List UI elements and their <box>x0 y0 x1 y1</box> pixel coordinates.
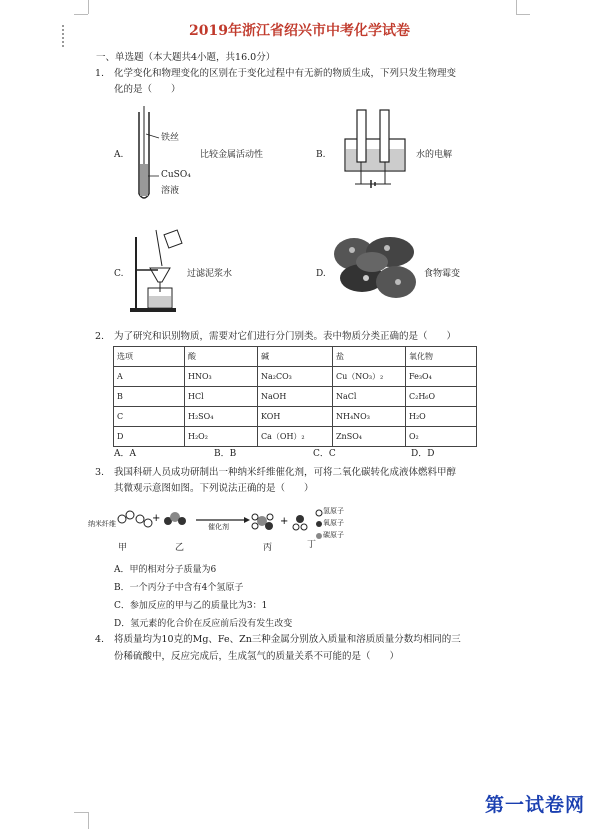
cuso4-label: CuSO₄ <box>161 170 191 180</box>
corner-mark <box>516 14 530 16</box>
site-watermark: 第一试卷网 <box>484 794 585 816</box>
q2-answer-d: D．D <box>411 449 435 459</box>
table-cell: Ca（OH）₂ <box>258 427 333 447</box>
corner-mark <box>516 0 518 14</box>
table-cell: D <box>114 427 185 447</box>
q1-option-c-letter: C. <box>114 269 124 279</box>
legend-carbon: 碳原子 <box>323 531 344 539</box>
section-heading: 一、单选题（本大题共4小题，共16.0分） <box>96 52 276 63</box>
table-cell: O₂ <box>406 427 477 447</box>
corner-mark <box>88 812 90 829</box>
table-row <box>114 427 477 447</box>
table-cell: ZnSO₄ <box>333 427 406 447</box>
q3-option-d: D．氢元素的化合价在反应前后没有发生改变 <box>114 619 293 629</box>
legend-hydrogen: 氢原子 <box>323 507 344 515</box>
q3-option-a: A．甲的相对分子质量为6 <box>114 565 217 575</box>
table-cell: C₂H₆O <box>406 387 477 407</box>
table-header-cell: 盐 <box>333 347 406 367</box>
q1-text: 化学变化和物理变化的区别在于变化过程中有无新的物质生成，下列只发生物理变 <box>114 68 457 79</box>
table-cell: H₂SO₄ <box>185 407 258 427</box>
classification-table <box>113 346 477 447</box>
svg-text:+: + <box>280 516 289 527</box>
label-yi: 乙 <box>175 543 185 553</box>
table-cell: NH₄NO₃ <box>333 407 406 427</box>
q1-option-a-label: 比较金属活动性 <box>200 150 264 160</box>
table-cell: Na₂CO₃ <box>258 367 333 387</box>
table-cell: Cu（NO₃）₂ <box>333 367 406 387</box>
table-cell: H₂O₂ <box>185 427 258 447</box>
q1-number: 1. <box>95 68 105 79</box>
filtration-diagram <box>128 222 188 322</box>
q4-number: 4. <box>95 634 105 645</box>
corner-mark <box>74 812 88 814</box>
test-tube-diagram <box>125 104 195 204</box>
table-header-cell: 选项 <box>114 347 185 367</box>
table-cell: C <box>114 407 185 427</box>
q1-option-b-letter: B. <box>316 150 326 160</box>
table-cell: KOH <box>258 407 333 427</box>
q2-text: 为了研究和识别物质，需要对它们进行分门别类。表中物质分类正确的是（ ） <box>114 331 457 342</box>
q1-option-d-letter: D. <box>316 269 326 279</box>
q3-text-cont: 其微观示意图如图。下列说法正确的是（ ） <box>114 483 314 494</box>
arrow-label-top: 纳米纤维 <box>88 520 116 528</box>
q3-option-b: B．一个丙分子中含有4个氢原子 <box>114 583 244 593</box>
q3-number: 3. <box>95 467 105 478</box>
table-cell: NaCl <box>333 387 406 407</box>
q1-option-a-letter: A. <box>114 150 124 160</box>
table-header-cell: 碱 <box>258 347 333 367</box>
q1-option-b-label: 水的电解 <box>416 150 453 160</box>
q2-answer-a: A．A <box>114 449 136 459</box>
table-cell: Fe₃O₄ <box>406 367 477 387</box>
label-jia: 甲 <box>118 543 128 553</box>
q4-text: 将质量均为10克的Mg、Fe、Zn三种金属分别放入质量和溶质质量分数均相同的三 <box>114 634 461 645</box>
iron-wire-label: 铁丝 <box>161 133 180 143</box>
table-row <box>114 407 477 427</box>
svg-text:+: + <box>152 513 161 524</box>
table-row <box>114 387 477 407</box>
label-ding: 丁 <box>307 540 317 550</box>
table-row <box>114 367 477 387</box>
q2-answer-c: C．C <box>313 449 336 459</box>
table-cell: H₂O <box>406 407 477 427</box>
corner-mark <box>88 0 90 14</box>
q1-option-c-label: 过滤泥浆水 <box>187 269 233 279</box>
q2-number: 2. <box>95 331 105 342</box>
table-header-cell: 氧化物 <box>406 347 477 367</box>
moldy-food-image <box>332 232 420 304</box>
table-cell: HCl <box>185 387 258 407</box>
q1-option-d-label: 食物霉变 <box>424 269 461 279</box>
q4-text-cont: 份稀硫酸中，反应完成后，生成氢气的质量关系不可能的是（ ） <box>114 651 400 662</box>
corner-mark <box>74 14 88 16</box>
legend-oxygen: 氧原子 <box>323 519 344 527</box>
table-cell: HNO₃ <box>185 367 258 387</box>
table-header-cell: 酸 <box>185 347 258 367</box>
table-cell: B <box>114 387 185 407</box>
table-cell: NaOH <box>258 387 333 407</box>
q3-option-c: C．参加反应的甲与乙的质量比为3：1 <box>114 601 268 611</box>
q2-answer-b: B．B <box>214 449 237 459</box>
solution-label: 溶液 <box>161 186 180 196</box>
q1-text-cont: 化的是（ ） <box>114 84 181 95</box>
label-bing: 丙 <box>263 543 273 553</box>
electrolysis-diagram <box>335 104 415 204</box>
table-row <box>114 347 477 367</box>
page-title: 2019年浙江省绍兴市中考化学试卷 <box>189 23 410 39</box>
table-cell: A <box>114 367 185 387</box>
q3-text: 我国科研人员成功研制出一种纳米纤维催化剂，可将二氧化碳转化成液体燃料甲醇 <box>114 467 457 478</box>
arrow-label-bottom: 催化剂 <box>208 523 229 531</box>
